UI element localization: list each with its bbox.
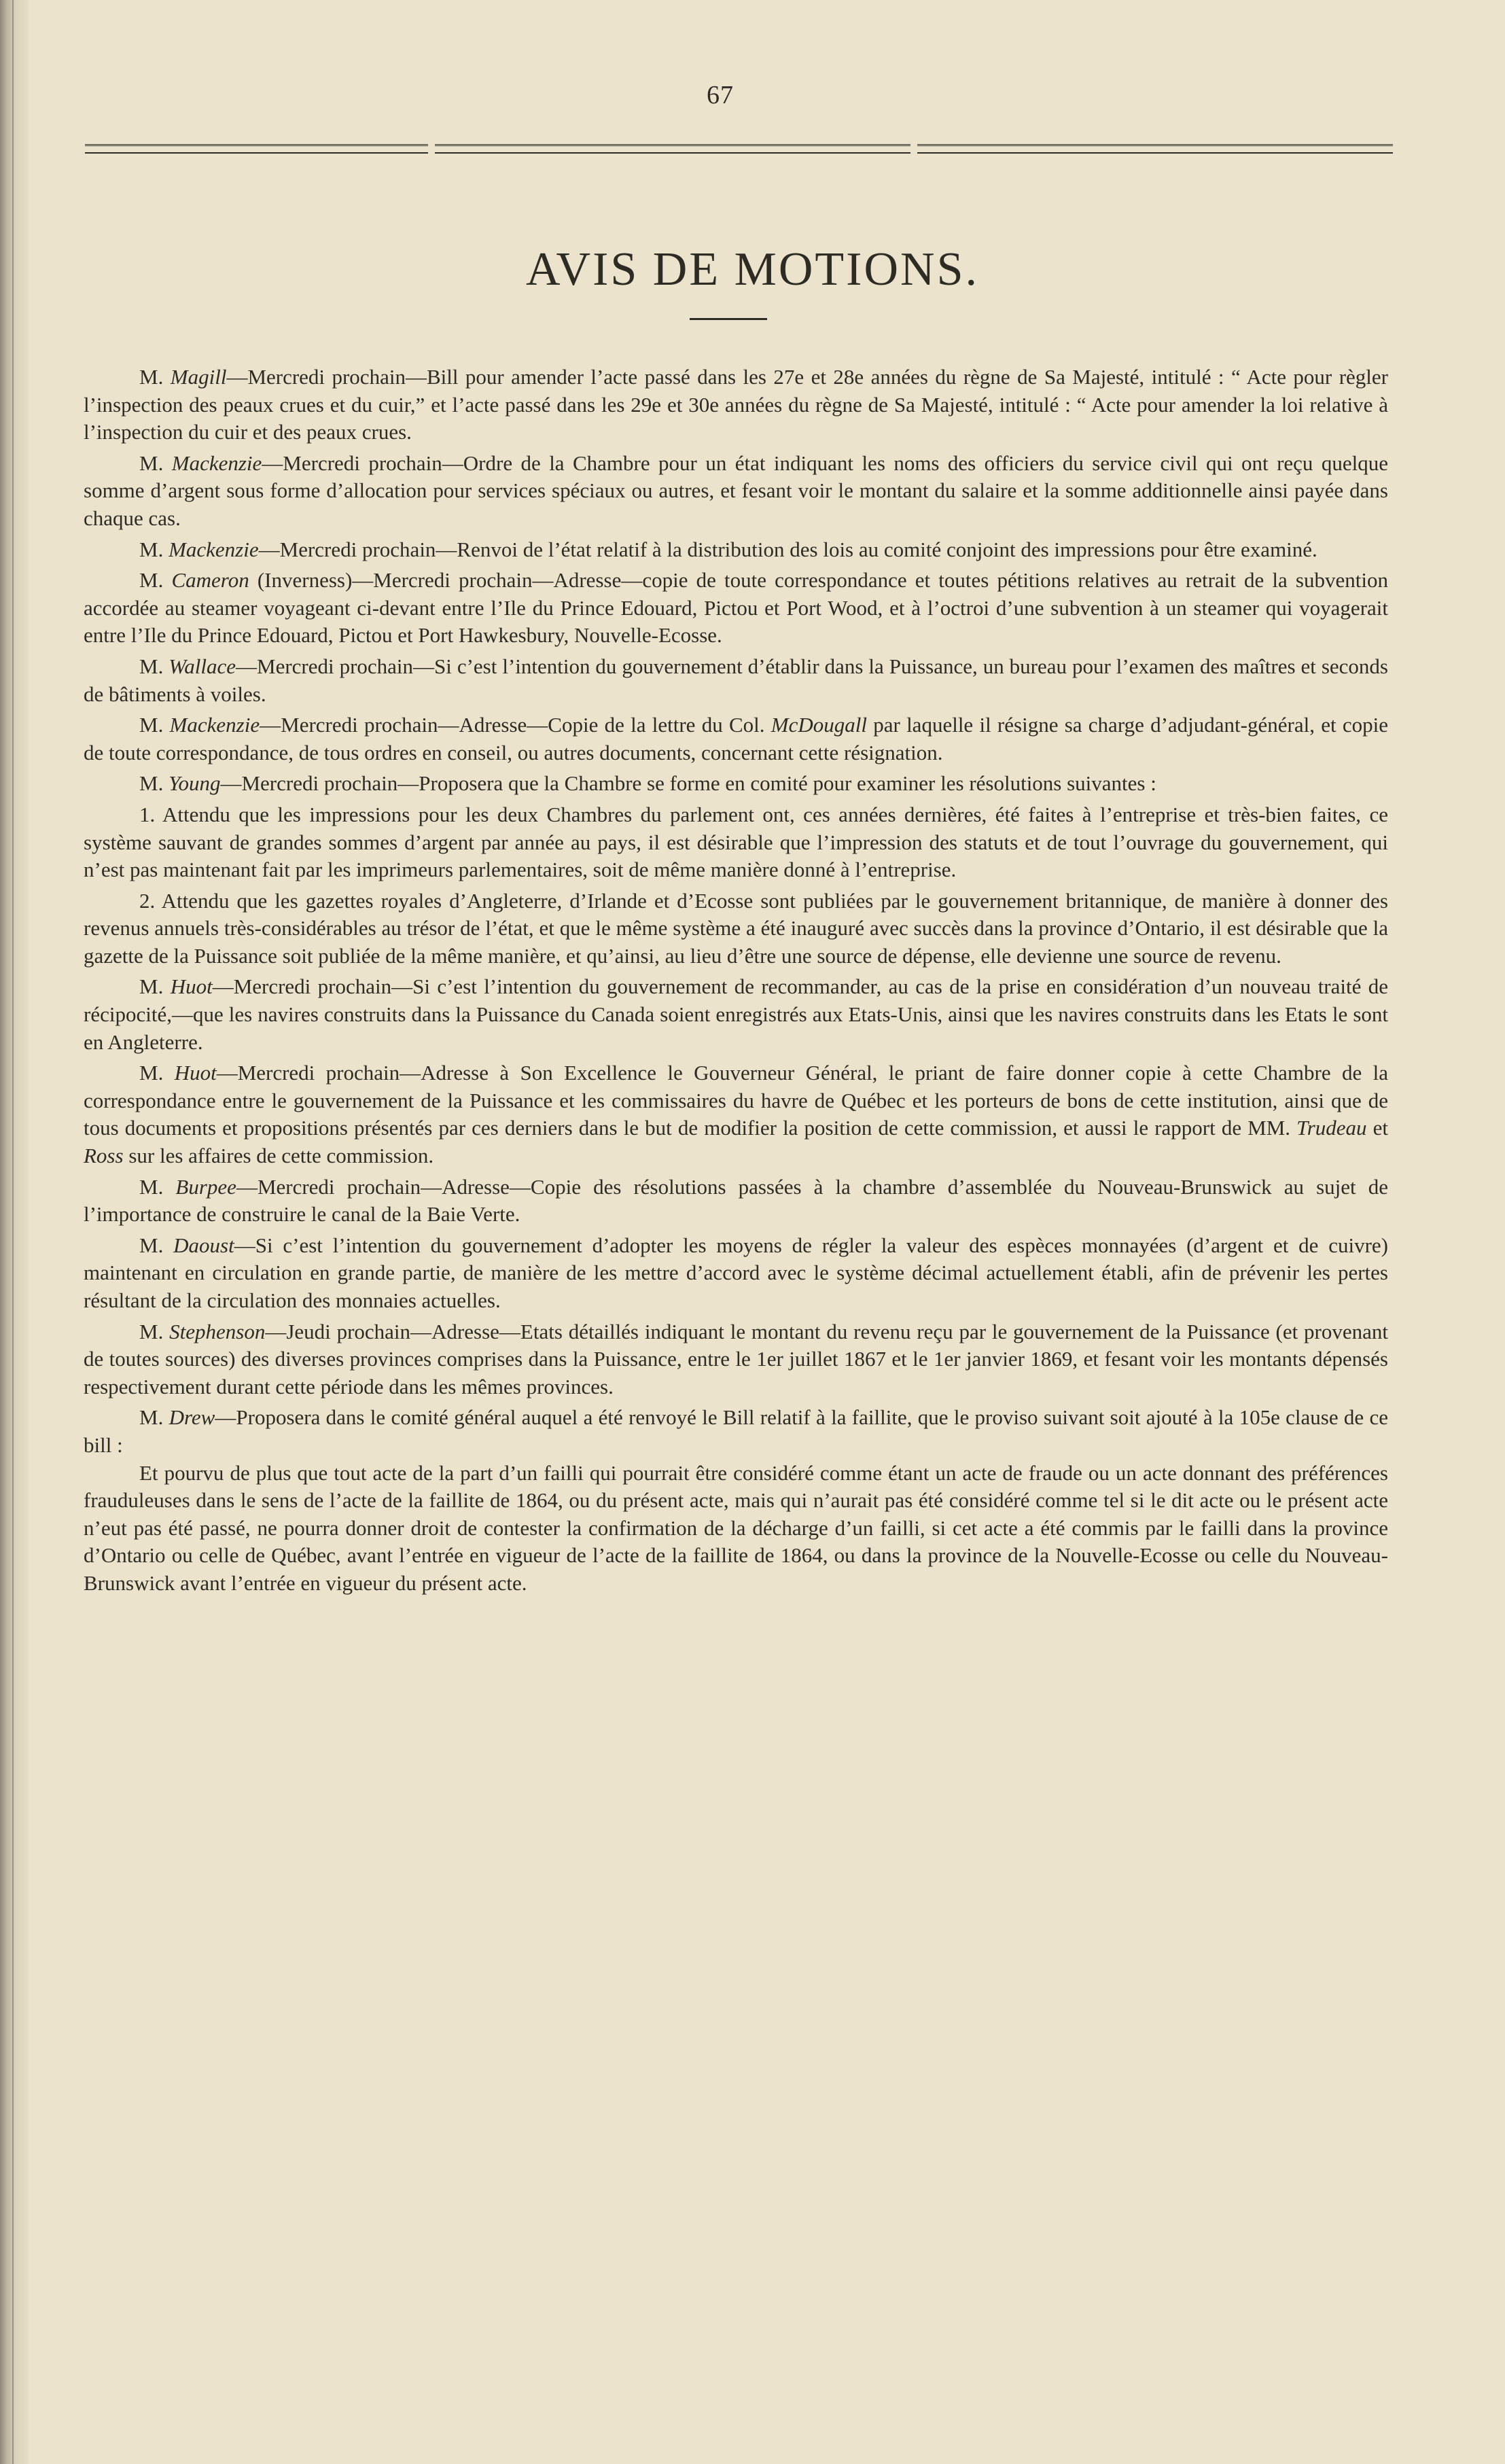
motion-young	[84, 770, 1388, 798]
header-double-rule	[85, 144, 1393, 154]
header-rule-segment	[435, 144, 910, 154]
motion-text: (Inverness)—Mercredi prochain—Adresse—copie de toute correspondance et toutes pétitions relatives au retrait de la subvention accordée au steamer voyageant ci-devant entre l’Ile du Prince Edouard, Pictou et Port Wood, et à l’octroi d’une subvention à un steamer qui voyagerait entre l’Ile du Prince Edouard, Pictou et Port Hawkesbury, Nouvelle-Ecosse.	[84, 568, 1388, 648]
motion-prefix: M.	[139, 654, 169, 678]
page-heading: AVIS DE MOTIONS.	[525, 243, 980, 296]
motion-huot-reciprocite	[84, 973, 1388, 1056]
motion-prefix: M.	[139, 451, 172, 475]
motion-prefix: M.	[139, 974, 171, 999]
motion-text: par laquelle il résigne sa charge d’adjudant-général, et copie de toute correspondance, de tous ordres en conseil, ou autres documents, concernant cette résignation.	[84, 713, 1388, 764]
motion-stephenson	[84, 1318, 1388, 1401]
resolution-item: 2. Attendu que les gazettes royales d’Angleterre, d’Irlande et d’Ecosse sont publiées par le gouvernement britannique, de manière à donner des revenus annuels très-considérables au trésor de l’état, et que le même système a été inauguré avec succès dans la province d’Ontario, il est désirable que la gazette de la Puissance soit publiée de la même manière, et qu’ainsi, au lieu d’être une source de dépense, elle devienne une source de revenu.	[84, 888, 1388, 968]
motion-prefix: M.	[139, 537, 169, 561]
motion-text: sur les affaires de cette commission.	[123, 1144, 434, 1168]
motion-daoust	[84, 1232, 1388, 1315]
member-name: Young	[169, 771, 221, 796]
motion-prefix: M.	[139, 1319, 170, 1343]
member-name: Stephenson	[169, 1319, 266, 1343]
member-name: Huot	[174, 1061, 217, 1085]
motion-prefix: M.	[139, 1405, 169, 1430]
motion-text: —Mercredi prochain—Si c’est l’intention du gouvernement de recommander, au cas de la prise en considération d’un nouveau traité de récipocité,—que les navires construits dans la Puissance du Canada soient enregistrés aux Etats-Unis, ainsi que les navires construits dans les Etats le sont en Angleterre.	[84, 974, 1388, 1054]
motion-text: —Mercredi prochain—Ordre de la Chambre pour un état indiquant les noms des officiers du service civil qui ont reçu quelque somme d’argent sous forme d’allocation pour services spéciaux ou autres, et fesant voir le montant du salaire et la somme additionnelle ainsi payée dans chaque cas.	[84, 451, 1388, 530]
motion-prefix: M.	[139, 365, 171, 389]
resolution-item: 1. Attendu que les impressions pour les deux Chambres du parlement ont, ces années dernières, été faites à l’entreprise et très-bien faites, ce système sauvant de grandes sommes d’argent par année au pays, il est désirable que l’impression des statuts et de tout l’ouvrage du gouvernement, qui n’est pas maintenant fait par les imprimeurs parlementaires, soit de même manière donné à l’entreprise.	[84, 802, 1388, 882]
motion-text: —Proposera dans le comité général auquel a été renvoyé le Bill relatif à la faillite, que le proviso suivant soit ajouté à la 105e clause de ce bill :	[84, 1405, 1388, 1457]
motion-text: —Mercredi prochain—Renvoi de l’état relatif à la distribution des lois au comité conjoint des impressions pour être examiné.	[258, 537, 1317, 561]
motion-prefix: M.	[139, 771, 169, 796]
member-name: Drew	[169, 1405, 215, 1430]
member-name: Trudeau	[1296, 1116, 1367, 1140]
member-name: Mackenzie	[169, 537, 259, 561]
motion-mackenzie-lois	[84, 536, 1388, 564]
motion-text: —Si c’est l’intention du gouvernement d’adopter les moyens de régler la valeur des espèces monnayées (d’argent et de cuivre) maintenant en circulation en grande partie, de manière de les mettre d’accord avec le système décimal actuellement établi, afin de prévenir les pertes résultant de la circulation des monnaies actuelles.	[84, 1233, 1388, 1312]
header-rule-segment	[85, 144, 428, 154]
motion-text: —Jeudi prochain—Adresse—Etats détaillés indiquant le montant du revenu reçu par le gouvernement de la Puissance (et provenant de toutes sources) des diverses provinces comprises dans la Puissance, entre le 1er juillet 1867 et le 1er janvier 1869, et fesant voir les montants dépensés respectivement durant cette période dans les mêmes provinces.	[84, 1319, 1388, 1398]
member-name: McDougall	[771, 713, 867, 737]
motion-text: —Mercredi prochain—Adresse—Copie de la lettre du Col.	[260, 713, 771, 737]
motion-mackenzie-mcdougall	[84, 711, 1388, 767]
motion-prefix: M.	[139, 713, 170, 737]
member-name: Daoust	[173, 1233, 234, 1257]
heading-divider	[690, 318, 767, 320]
motion-prefix: M.	[139, 568, 172, 593]
header-rule-segment	[917, 144, 1393, 154]
motion-huot-havre	[84, 1059, 1388, 1169]
motion-text: —Mercredi prochain—Bill pour amender l’acte passé dans les 27e et 28e années du règne de Sa Majesté, intitulé : “ Acte pour règler l’inspection des peaux crues et du cuir,” et l’acte passé dans les 29e et 30e années du règne de Sa Majesté, intitulé : “ Acte pour amender la loi relative à l’inspection du cuir et des peaux crues.	[84, 365, 1388, 444]
member-name: Cameron	[171, 568, 249, 593]
page-number: 67	[707, 81, 734, 109]
member-name: Ross	[84, 1144, 124, 1168]
motion-cameron	[84, 567, 1388, 650]
motions-body	[84, 364, 1388, 1601]
member-name: Magill	[170, 365, 227, 389]
motion-burpee	[84, 1174, 1388, 1229]
motion-mackenzie-officiers	[84, 450, 1388, 533]
motion-text: —Mercredi prochain—Proposera que la Chambre se forme en comité pour examiner les résolutions suivantes :	[220, 771, 1156, 796]
member-name: Mackenzie	[169, 713, 260, 737]
motion-prefix: M.	[139, 1233, 174, 1257]
motion-text: et	[1366, 1116, 1389, 1140]
motion-text: —Mercredi prochain—Si c’est l’intention du gouvernement d’établir dans la Puissance, un bureau pour l’examen des maîtres et seconds de bâtiments à voiles.	[84, 654, 1388, 706]
motion-prefix: M.	[139, 1061, 175, 1085]
motion-wallace	[84, 653, 1388, 708]
page-binding-edge	[0, 0, 29, 2464]
proviso-text: Et pourvu de plus que tout acte de la part d’un failli qui pourrait être considéré comme étant un acte de fraude ou un acte donnant des préférences frauduleuses dans le sens de l’acte de la faillite de 1864, ou du présent acte, mais qui n’aurait pas été considéré comme tel si le dit acte ou le présent acte n’eut pas été passé, ne pourra donner droit de contester la confirmation de la décharge d’un failli, si cet acte a été commis par le failli dans la province d’Ontario ou celle de Québec, avant l’entrée en vigueur de l’acte de la faillite de 1864, ou dans la province de la Nouvelle-Ecosse ou celle du Nouveau-Brunswick avant l’entrée en vigueur du présent acte.	[84, 1460, 1388, 1595]
motion-prefix: M.	[139, 1174, 176, 1199]
member-name: Burpee	[175, 1174, 236, 1199]
member-name: Mackenzie	[171, 451, 262, 475]
motion-text: —Mercredi prochain—Adresse—Copie des résolutions passées à la chambre d’assemblée du Nouveau-Brunswick au sujet de l’importance de construire le canal de la Baie Verte.	[84, 1174, 1388, 1227]
motion-magill	[84, 364, 1388, 446]
member-name: Wallace	[169, 654, 236, 678]
motion-drew	[84, 1404, 1388, 1459]
motion-text: —Mercredi prochain—Adresse à Son Excellence le Gouverneur Général, le priant de faire donner copie à cette Chambre de la correspondance entre le gouvernement de la Puissance et les commissaires du havre de Québec et les porteurs de bons de cette institution, ainsi que de tous documents et propositions présentés par ces derniers dans le but de modifier la position de cette commission, et aussi le rapport de MM.	[84, 1061, 1388, 1140]
member-name: Huot	[170, 974, 213, 999]
